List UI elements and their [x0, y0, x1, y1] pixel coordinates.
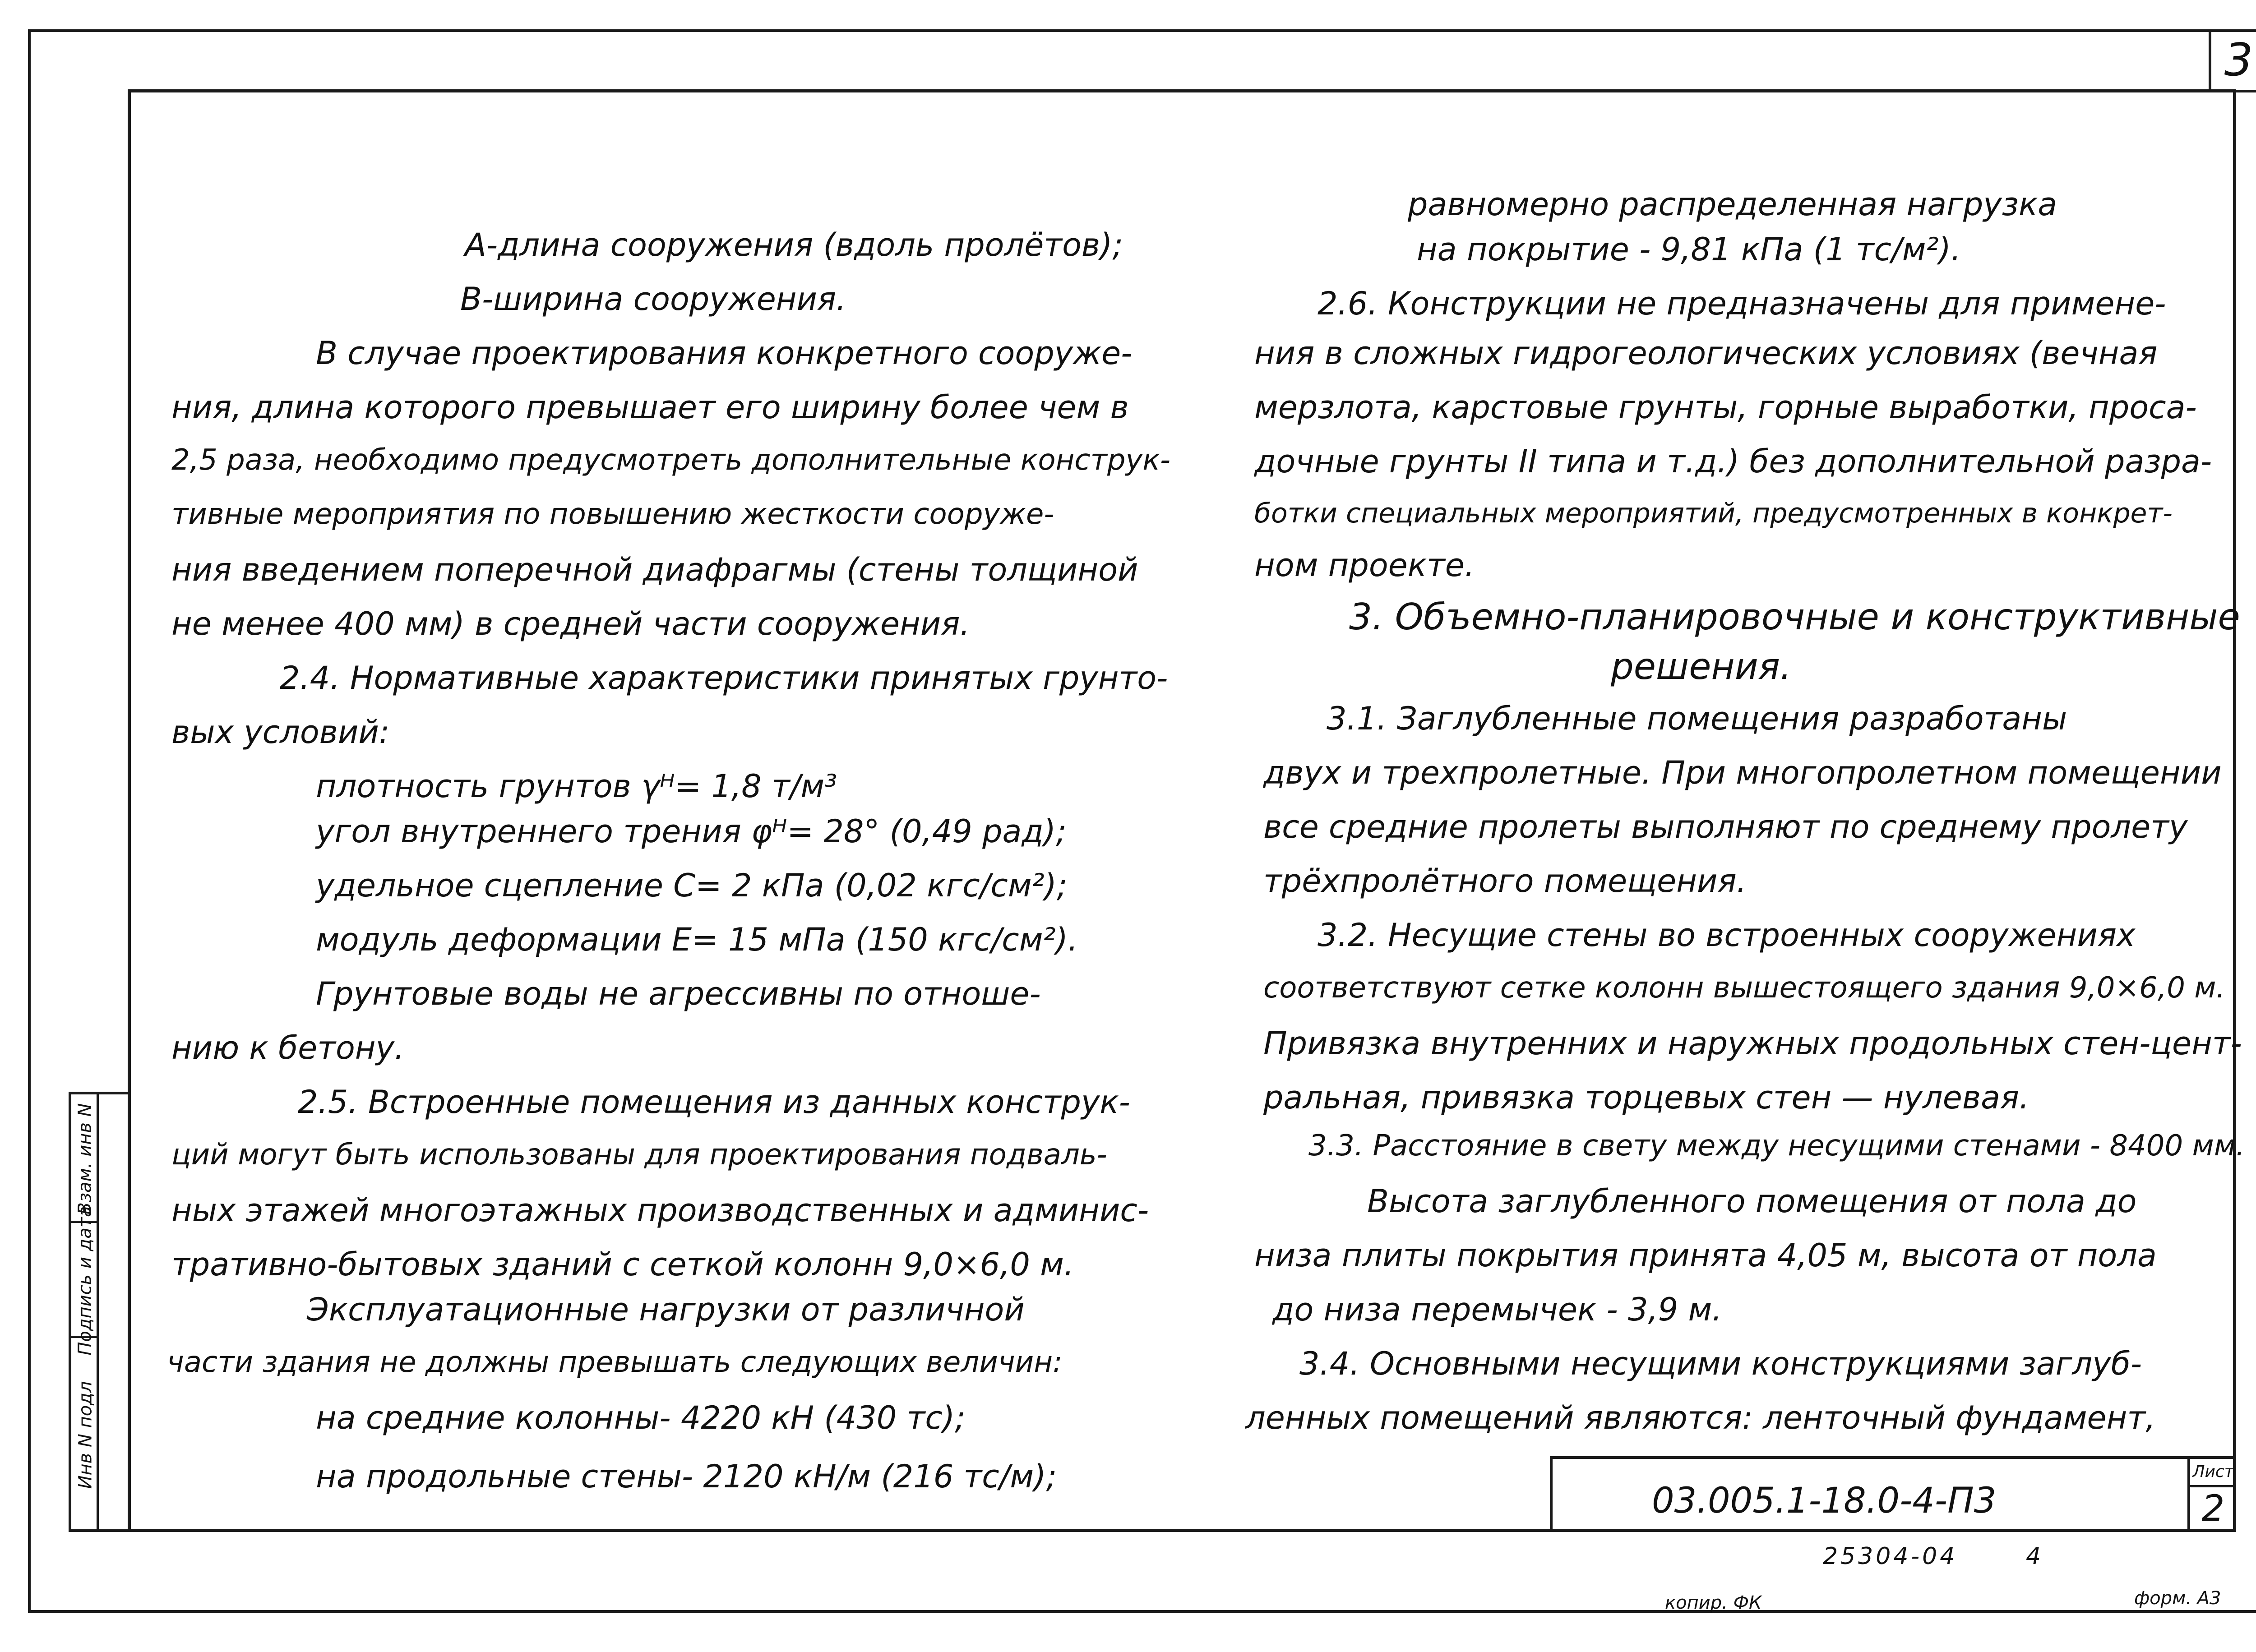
text-line: дочные грунты II типа и т.д.) без дополнительной разра- [1254, 443, 2212, 480]
text-line: все средние пролеты выполняют по среднему пролету [1263, 808, 2188, 845]
text-line: тративно-бытовых зданий с сеткой колонн 9,0×6,0 м. [171, 1246, 1074, 1283]
text-line: 2,5 раза, необходимо предусмотреть дополнительные конструк- [171, 443, 1171, 477]
text-line: равномерно распределенная нагрузка [1408, 186, 2057, 223]
text-line: ния введением поперечной диафрагмы (стены толщиной [171, 551, 1138, 588]
text-line: Грунтовые воды не агрессивны по отноше- [316, 975, 1041, 1012]
text-line: 3.1. Заглубленные помещения разработаны [1327, 700, 2067, 737]
text-line: низа плиты покрытия принята 4,05 м, высота от пола [1254, 1237, 2157, 1274]
section-heading: решения. [1611, 646, 1792, 688]
text-line: 3.3. Расстояние в свету между несущими стенами - 8400 мм. [1308, 1129, 2245, 1163]
text-line: ральная, привязка торцевых стен — нулевая. [1263, 1079, 2029, 1116]
text-line: на продольные стены- 2120 кН/м (216 тс/м); [316, 1458, 1057, 1495]
text-line: 2.5. Встроенные помещения из данных конструк- [298, 1084, 1130, 1121]
text-line: В случае проектирования конкретного сооруже- [316, 335, 1133, 372]
text-line: модуль деформации Е= 15 мПа (150 кгс/см²). [316, 921, 1078, 958]
text-line: ботки специальных мероприятий, предусмотренных в конкрет- [1254, 498, 2173, 529]
text-line: ном проекте. [1254, 547, 1475, 584]
text-line: не менее 400 мм) в средней части сооружения. [171, 605, 970, 642]
text-line: вых условий: [171, 714, 390, 751]
sheet-cell [2187, 1459, 2236, 1532]
text-line: 3.2. Несущие стены во встроенных сооружениях [1318, 917, 2136, 954]
text-line: Эксплуатационные нагрузки от различной [307, 1291, 1025, 1328]
text-line: трёхпролётного помещения. [1263, 863, 1747, 900]
text-line: части здания не должны превышать следующих величин: [167, 1346, 1063, 1379]
sheet-label: Лист [2190, 1459, 2236, 1487]
strip-label-inventory: Инв N подл [75, 1381, 96, 1489]
text-line: удельное сцепление С= 2 кПа (0,02 кгс/см²); [316, 867, 1068, 904]
section-heading: 3. Объемно-планировочные и конструктивные [1349, 596, 2240, 638]
text-line: на средние колонны- 4220 кН (430 тс); [316, 1399, 966, 1436]
text-line: В-ширина сооружения. [460, 281, 846, 318]
copied-by: копир. ФК [1665, 1592, 1762, 1613]
text-line: ных этажей многоэтажных производственных и админис- [171, 1192, 1149, 1229]
text-line: Привязка внутренних и наружных продольных стен-цент- [1263, 1025, 2242, 1062]
sheet-number: 2 [2201, 1487, 2225, 1529]
text-line: 2.6. Конструкции не предназначены для примене- [1318, 285, 2166, 322]
corner-page-number: 3 [2209, 29, 2256, 92]
text-line: ций могут быть использованы для проектирования подваль- [171, 1138, 1107, 1172]
text-line: двух и трехпролетные. При многопролетном помещении [1263, 754, 2222, 791]
document-code: 03.005.1-18.0-4-П3 [1652, 1481, 1997, 1521]
text-line: ленных помещений являются: ленточный фундамент, [1245, 1399, 2156, 1436]
text-line: Высота заглубленного помещения от пола до [1367, 1183, 2137, 1220]
text-line: мерзлота, карстовые грунты, горные выработки, проса- [1254, 389, 2197, 426]
text-line: угол внутреннего трения φᴴ= 28° (0,49 рад); [316, 813, 1067, 850]
strip-label-signature: Подпись и дата [75, 1205, 96, 1356]
text-line: нию к бетону. [171, 1029, 405, 1066]
title-block [1550, 1456, 2236, 1532]
text-line: 2.4. Нормативные характеристики принятых грунто- [280, 660, 1168, 697]
text-line: ния в сложных гидрогеологических условиях (вечная [1254, 335, 2158, 372]
text-line: до низа перемычек - 3,9 м. [1272, 1291, 1722, 1328]
text-line: А-длина сооружения (вдоль пролётов); [465, 226, 1123, 263]
strip-label-replacement: Взам. инв N [75, 1103, 96, 1215]
text-line: тивные мероприятия по повышению жесткости сооруже- [171, 498, 1054, 531]
archive-number: 25304-04 [1823, 1543, 1958, 1570]
copy-number: 4 [2026, 1543, 2041, 1570]
text-line: на покрытие - 9,81 кПа (1 тс/м²). [1417, 231, 1961, 268]
text-line: ния, длина которого превышает его ширину более чем в [171, 389, 1129, 426]
text-line: соответствуют сетке колонн вышестоящего здания 9,0×6,0 м. [1263, 971, 2225, 1005]
text-line: плотность грунтов γᴴ= 1,8 т/м³ [316, 768, 837, 805]
text-line: 3.4. Основными несущими конструкциями заглуб- [1299, 1345, 2142, 1382]
format-label: форм. А3 [2134, 1588, 2221, 1609]
left-binding-strip [69, 1092, 128, 1532]
